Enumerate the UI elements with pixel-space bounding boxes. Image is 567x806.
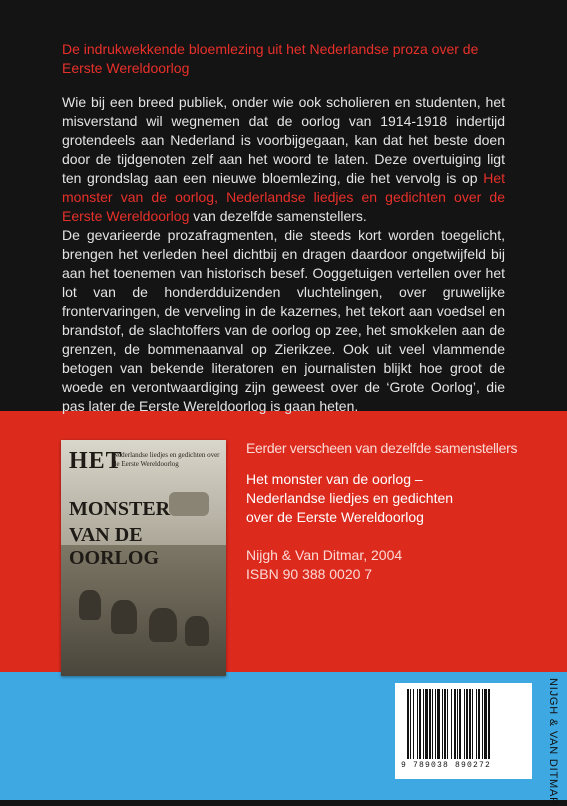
blurb-p1-book-reference: Het monster van de oorlog, Nederlandse liedjes en gedichten over de Eerste Wereldoorlog bbox=[62, 170, 505, 224]
barcode-bar bbox=[429, 689, 431, 759]
previous-title-line-2: Nederlandse liedjes en gedichten bbox=[246, 490, 454, 506]
barcode-bar bbox=[419, 689, 421, 759]
cover-soldier-figure bbox=[79, 590, 101, 620]
barcode-bar bbox=[484, 689, 487, 759]
spine-text: NIJGH & VAN DITMAR bbox=[547, 678, 559, 806]
cover-title-line-3: VAN DE OORLOG bbox=[69, 524, 160, 569]
previous-title-line-3: over de Eerste Wereldoorlog bbox=[246, 509, 424, 525]
previous-publication-meta bbox=[246, 546, 526, 584]
headline: De indrukwekkende bloemlezing uit het Nederlandse proza over de Eerste Wereldoorlog bbox=[62, 41, 479, 76]
barcode-bar bbox=[459, 689, 461, 759]
barcode-bar bbox=[442, 689, 443, 759]
barcode-bars bbox=[405, 689, 523, 759]
previous-publisher: Nijgh & Van Ditmar, 2004 bbox=[246, 547, 403, 563]
barcode-bar bbox=[464, 689, 465, 759]
cover-tank-shape bbox=[169, 492, 209, 516]
barcode-bar bbox=[447, 689, 448, 759]
barcode-bar bbox=[425, 689, 428, 759]
blurb-p1-start: Wie bij een breed publiek, onder wie ook scholieren en studenten, het misverstand wil wegnemen dat de oorlog van 1914-1918 indertijd grotendeels aan Nederland is voorbijgegaan, kan dat het beste doen door de tijdgenoten zelf aan het woord te laten. Deze overtuiging ligt ten grondslag aan een nieuwe bloemlezing, die het vervolg is op bbox=[62, 94, 505, 186]
barcode-bar bbox=[466, 689, 468, 759]
barcode-bar bbox=[478, 689, 480, 759]
barcode-bar bbox=[457, 689, 458, 759]
cover-soldier-figure bbox=[149, 608, 177, 642]
blurb-text bbox=[62, 93, 505, 416]
barcode-bar bbox=[410, 689, 411, 759]
cover-title-line-2: MONSTER bbox=[69, 498, 171, 520]
barcode-bar bbox=[451, 689, 452, 759]
previous-publication-title bbox=[246, 470, 526, 527]
barcode-bar bbox=[444, 689, 446, 759]
cover-title-line-1: HET bbox=[69, 448, 123, 474]
barcode-bar bbox=[488, 689, 490, 759]
barcode-bar bbox=[407, 689, 409, 759]
cover-soldier-figure bbox=[185, 616, 209, 646]
publisher-spine-label bbox=[544, 678, 560, 806]
barcode-bar bbox=[482, 689, 483, 759]
isbn-barcode bbox=[395, 683, 532, 779]
cover-subtitle: Nederlandse liedjes en gedichten over de Eerste Wereldoorlog bbox=[113, 451, 220, 468]
cover-soldier-figure bbox=[111, 600, 137, 634]
barcode-bar bbox=[469, 689, 471, 759]
barcode-bar bbox=[417, 689, 418, 759]
blurb-paragraph-2: De gevarieerde prozafragmenten, die steeds kort worden toegelicht, brengen het verleden heel dichtbij en dragen daardoor ongetwijfeld bij aan het toenemen van historisch besef. Ooggetuigen vertellen over het lot van de honderdduizenden vluchtelingen, over gruwelijke frontervaringen, de verveling in de kazernes, het tekort aan voedsel en brandstof, de slachtoffers van de oorlog op zee, het smokkelen aan de grenzen, de bommenaanval op Zierikzee. Ook uit veel vlammende betogen van bekende literatoren en journalisten blijkt hoe groot de woede en verontwaardiging zijn geweest over de ‘Grote Oorlog’, die pas later de Eerste Wereldoorlog is gaan heten. bbox=[62, 227, 505, 414]
barcode-bar bbox=[454, 689, 456, 759]
previous-title-line-1: Het monster van de oorlog – bbox=[246, 471, 423, 487]
previous-book-cover bbox=[61, 440, 226, 676]
barcode-bar bbox=[435, 689, 436, 759]
barcode-bar bbox=[423, 689, 424, 759]
blurb-paragraph-1 bbox=[62, 93, 505, 226]
previous-isbn: ISBN 90 388 0020 7 bbox=[246, 566, 373, 582]
blurb-p1-end: van dezelfde samenstellers. bbox=[189, 208, 367, 224]
barcode-bar bbox=[472, 689, 473, 759]
barcode-bar bbox=[432, 689, 433, 759]
barcode-bar bbox=[437, 689, 440, 759]
barcode-bar bbox=[476, 689, 477, 759]
barcode-bar bbox=[413, 689, 414, 759]
barcode-digits: 9 789038 890272 bbox=[401, 761, 492, 770]
previous-publication-label: Eerder verscheen van dezelfde samenstellers bbox=[246, 440, 518, 456]
